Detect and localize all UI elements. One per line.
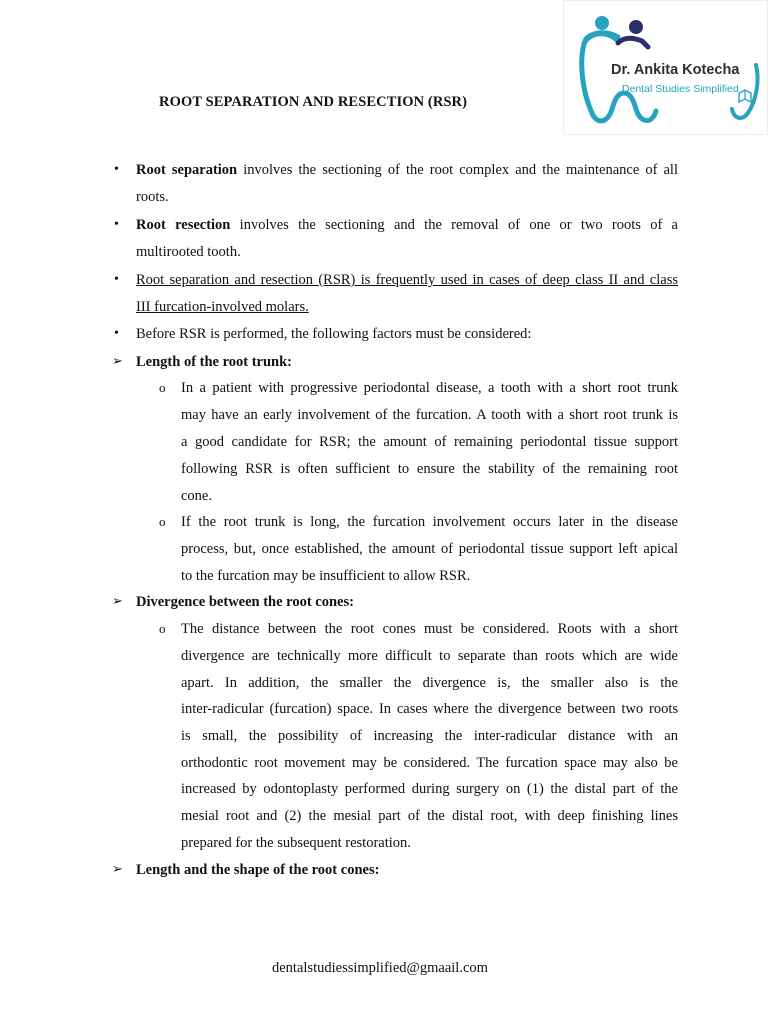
factor-text-line: In a patient with progressive periodontal disease, a tooth with a short root trunk: [181, 380, 678, 396]
factor-text-line: If the root trunk is long, the furcation involvement occurs later in the disease: [181, 514, 678, 530]
bullet-line: [136, 161, 678, 179]
bullet-line: III furcation-involved molars.: [136, 299, 309, 315]
factor-heading: Length of the root trunk:: [136, 354, 293, 370]
factor-text-line: divergence are technically more difficult to separate than roots which are wide: [181, 648, 678, 664]
factor-text-line: following RSR is often sufficient to ensure the stability of the remaining root: [181, 461, 678, 477]
document-title: ROOT SEPARATION AND RESECTION (RSR): [159, 94, 468, 110]
circle-bullet-icon: o: [159, 380, 166, 395]
factor-text-line: increased by odontoplasty performed during surgery on (1) the distal part of the: [181, 781, 678, 797]
factor-text-line: mesial root and (2) the mesial part of the distal root, with deep finishing lines: [181, 808, 678, 824]
bullet-text: involves the sectioning of the root complex and the maintenance of all: [237, 162, 678, 178]
factor-heading: Length and the shape of the root cones:: [136, 862, 380, 878]
bullet-term: Root separation: [136, 162, 238, 178]
circle-bullet-icon: o: [159, 621, 166, 636]
arrow-bullet-icon: ➢: [112, 862, 123, 877]
bullet-icon: •: [114, 326, 119, 341]
bullet-icon: •: [114, 217, 119, 232]
factor-text-line: process, but, once established, the amount of periodontal tissue support left apical: [181, 541, 678, 557]
bullet-line: roots.: [136, 189, 169, 205]
bullet-line: [136, 216, 678, 234]
bullet-text: involves the sectioning and the removal of one or two roots of a: [230, 217, 678, 233]
factor-text-line: The distance between the root cones must be considered. Roots with a short: [181, 621, 678, 637]
bullet-line: multirooted tooth.: [136, 244, 241, 260]
bullet-line: Root separation and resection (RSR) is frequently used in cases of deep class II and class: [136, 272, 678, 288]
brand-logo: [563, 0, 768, 135]
bullet-term: Root resection: [136, 217, 231, 233]
arrow-bullet-icon: ➢: [112, 594, 123, 609]
logo-tagline: Dental Studies Simplified: [622, 83, 739, 95]
factor-text-line: a good candidate for RSR; the amount of remaining periodontal tissue support: [181, 434, 678, 450]
factor-text-line: orthodontic root movement may be considered. The furcation space may also be: [181, 755, 678, 771]
footer-email: dentalstudiessimplified@gmaail.com: [272, 960, 488, 976]
arrow-bullet-icon: ➢: [112, 354, 123, 369]
factor-text-line: to the furcation may be insufficient to allow RSR.: [181, 568, 471, 584]
bullet-icon: •: [114, 272, 119, 287]
factor-heading: Divergence between the root cones:: [136, 594, 354, 610]
factor-text-line: may have an early involvement of the furcation. A tooth with a short root trunk is: [181, 407, 678, 423]
factor-text-line: inter-radicular (furcation) space. In cases where the divergence between two roots: [181, 701, 678, 717]
factor-text-line: cone.: [181, 488, 212, 504]
factor-text-line: is small, the possibility of increasing the inter-radicular distance with an: [181, 728, 678, 744]
factor-text-line: apart. In addition, the smaller the divergence is, the smaller also is the: [181, 675, 678, 691]
logo-name: Dr. Ankita Kotecha: [611, 62, 740, 78]
bullet-line: Before RSR is performed, the following factors must be considered:: [136, 326, 532, 342]
factor-text-line: prepared for the subsequent restoration.: [181, 835, 411, 851]
circle-bullet-icon: o: [159, 514, 166, 529]
bullet-icon: •: [114, 162, 119, 177]
